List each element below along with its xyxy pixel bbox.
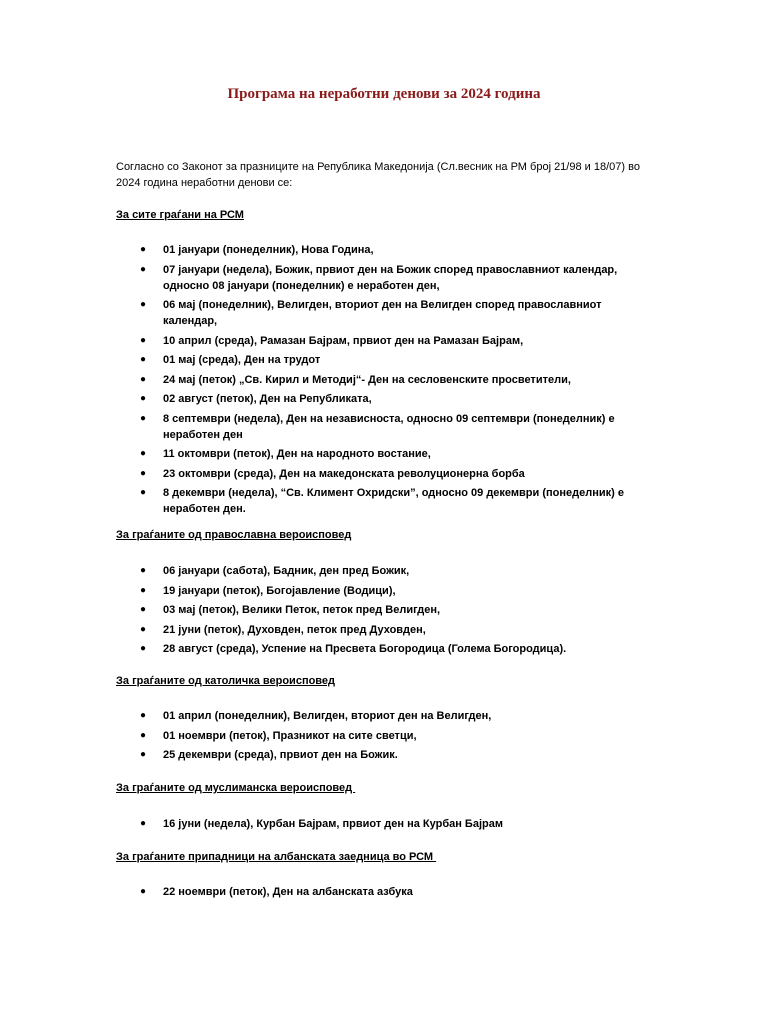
list-item [0,816,633,832]
bullet-icon: ● [140,818,147,829]
bullet-icon: ● [140,263,147,275]
list-item [0,622,633,638]
holiday-list-catholic [0,708,633,767]
list-item [0,563,633,579]
bullet-icon: ● [140,412,147,424]
bullet-icon: ● [140,334,147,346]
list-item-text: 01 април (понеделник), Велигден, вториот ден на Велигден, [163,710,492,722]
list-item-text: 23 октомври (среда), Ден на македонската револуционерна борба [163,467,525,480]
list-item [0,352,633,368]
holiday-list-muslim [0,816,633,836]
list-item-text: 25 декември (среда), првиот ден на Божик. [163,749,398,761]
list-item-text: 03 мај (петок), Велики Петок, петок пред Велигден, [163,604,441,616]
list-item [0,708,633,724]
list-item [0,485,633,517]
list-item-text: 16 јуни (недела), Курбан Бајрам, првиот ден на Курбан Бајрам [163,818,503,830]
list-item [0,242,633,258]
bullet-icon: ● [140,623,147,635]
list-item-text: 06 јануари (сабота), Бадник, ден пред Божик, [163,565,410,577]
bullet-icon: ● [140,604,147,615]
list-item-text: 10 април (среда), Рамазан Бајрам, првиот ден на Рамазан Бајрам, [163,334,524,347]
bullet-icon: ● [140,299,147,310]
list-item-text: 19 јануари (петок), Богојавление (Водици), [163,584,396,597]
bullet-icon: ● [140,467,147,479]
bullet-icon: ● [140,886,147,897]
list-item-text: 28 август (среда), Успение на Пресвета Богородица (Голема Богородица). [163,643,567,655]
section-heading-all-citizens: За сите граѓани на РСМ [116,209,244,221]
bullet-icon: ● [140,487,147,498]
list-item-text: 01 ноември (петок), Празникот на сите светци, [163,729,417,742]
bullet-icon: ● [140,373,147,385]
list-item-text: 06 мај (понеделник), Велигден, вториот ден на Велигден според православниот календар, [163,299,602,327]
list-item-text: 07 јануари (недела), Божик, првиот ден на Божик според православниот календар, односно 08 јануари (понеделник) е неработен ден, [163,263,618,292]
bullet-icon: ● [140,393,147,404]
bullet-icon: ● [140,565,147,576]
list-item [0,602,633,618]
section-heading-catholic: За граѓаните од католичка вероисповед [116,675,336,687]
list-item [0,466,633,482]
list-item [0,446,633,462]
bullet-icon: ● [140,710,147,721]
list-item [0,884,633,900]
list-item [0,262,633,294]
bullet-icon: ● [140,643,147,654]
list-item [0,372,633,388]
list-item [0,641,633,657]
section-heading-albanian: За граѓаните припадници на албанската заедница во РСМ [116,851,437,863]
list-item [0,411,633,443]
list-item [0,333,633,349]
bullet-icon: ● [140,448,147,459]
intro-paragraph: Согласно со Законот за празниците на Република Македонија (Сл.весник на РМ број 21/98 и 18/07) во 2024 година неработни денови се: [116,161,640,189]
list-item [0,728,633,744]
list-item [0,391,633,407]
list-item-text: 8 септември (недела), Ден на независноста, односно 09 септември (понеделник) е неработен ден [163,412,615,441]
bullet-icon: ● [140,729,147,741]
bullet-icon: ● [140,354,147,365]
list-item [0,747,633,763]
list-item-text: 24 мај (петок) „Св. Кирил и Методиј“- Ден на сесловенските просветители, [163,373,571,386]
list-item [0,297,633,329]
section-heading-muslim: За граѓаните од муслиманска вероисповед [116,782,356,794]
list-item-text: 8 декември (недела), “Св. Климент Охридски”, односно 09 декември (понеделник) е неработен ден. [163,487,624,515]
section-heading-orthodox: За граѓаните од православна вероисповед [116,529,352,541]
bullet-icon: ● [140,244,147,255]
list-item-text: 21 јуни (петок), Духовден, петок пред Духовден, [163,623,426,636]
list-item [0,583,633,599]
bullet-icon: ● [140,584,147,596]
list-item-text: 11 октомври (петок), Ден на народното востание, [163,448,431,460]
list-item-text: 01 јануари (понеделник), Нова Година, [163,244,374,256]
page-title: Програма на неработни денови за 2024 година [227,86,541,102]
holiday-list-orthodox [0,563,633,661]
holiday-list-all-citizens [0,242,633,521]
list-item-text: 22 ноември (петок), Ден на албанската азбука [163,886,413,898]
list-item-text: 01 мај (среда), Ден на трудот [163,354,321,366]
bullet-icon: ● [140,749,147,760]
holiday-list-albanian [0,884,633,904]
list-item-text: 02 август (петок), Ден на Републиката, [163,393,372,405]
